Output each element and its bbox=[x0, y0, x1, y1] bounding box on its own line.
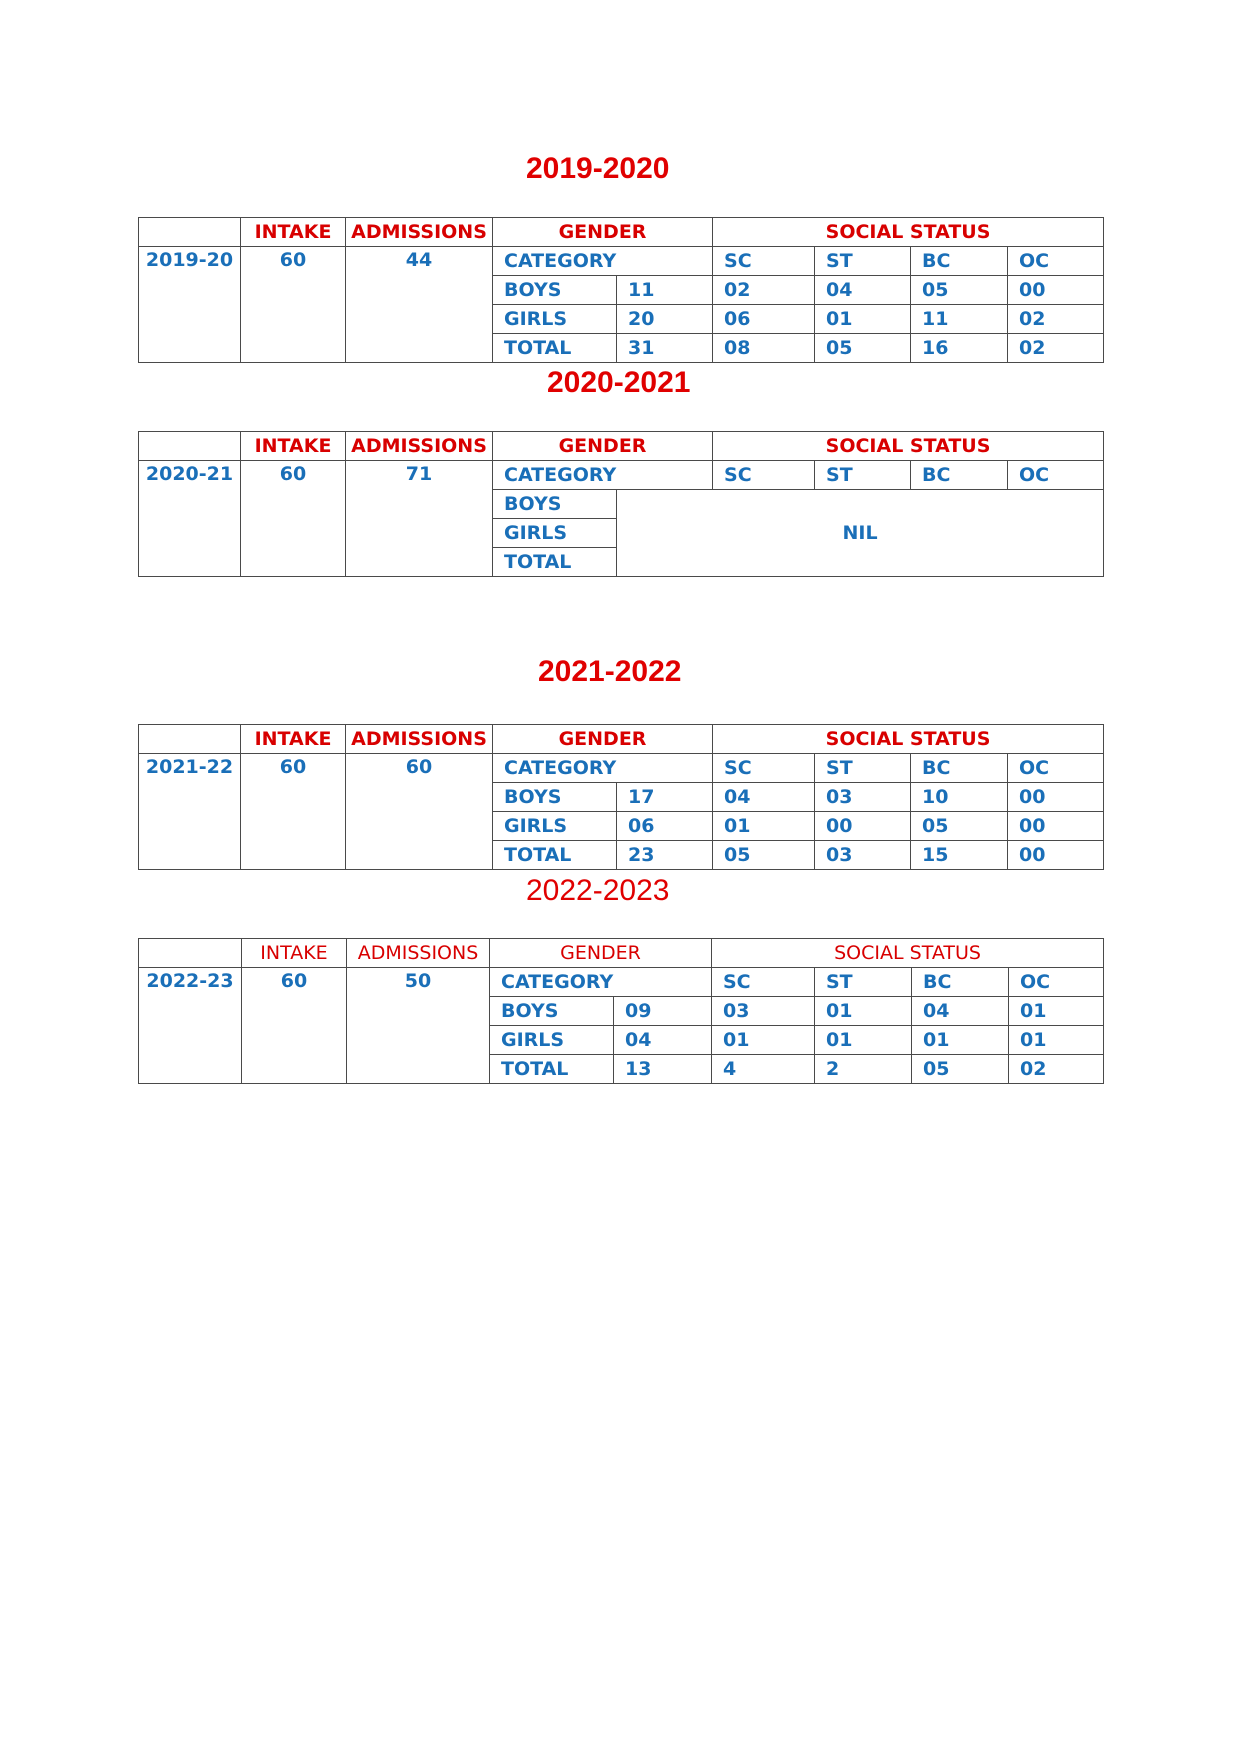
bc-label: BC bbox=[911, 461, 1008, 490]
boys-sc: 02 bbox=[713, 276, 815, 305]
intake-header: INTAKE bbox=[241, 218, 346, 247]
admissions-header: ADMISSIONS bbox=[346, 218, 493, 247]
girls-bc: 11 bbox=[911, 305, 1008, 334]
admissions-header: ADMISSIONS bbox=[346, 432, 493, 461]
girls-sc: 01 bbox=[713, 812, 815, 841]
header-row bbox=[139, 725, 1104, 754]
total-sc: 4 bbox=[712, 1055, 815, 1084]
girls-count: 06 bbox=[617, 812, 713, 841]
category-label: CATEGORY bbox=[490, 968, 712, 997]
total-label: TOTAL bbox=[493, 841, 617, 870]
boys-count: 09 bbox=[614, 997, 712, 1026]
total-oc: 00 bbox=[1008, 841, 1104, 870]
girls-label: GIRLS bbox=[490, 1026, 614, 1055]
boys-label: BOYS bbox=[493, 490, 617, 519]
boys-oc: 00 bbox=[1008, 783, 1104, 812]
intake-value: 60 bbox=[242, 968, 347, 1084]
gender-header: GENDER bbox=[493, 725, 713, 754]
admissions-table-2019-20 bbox=[138, 217, 1104, 363]
oc-label: OC bbox=[1008, 247, 1104, 276]
intake-value: 60 bbox=[241, 247, 346, 363]
girls-label: GIRLS bbox=[493, 305, 617, 334]
boys-bc: 05 bbox=[911, 276, 1008, 305]
total-oc: 02 bbox=[1009, 1055, 1104, 1084]
social-status-header: SOCIAL STATUS bbox=[713, 432, 1104, 461]
girls-sc: 06 bbox=[713, 305, 815, 334]
social-status-header: SOCIAL STATUS bbox=[712, 939, 1104, 968]
bc-label: BC bbox=[911, 247, 1008, 276]
total-count: 23 bbox=[617, 841, 713, 870]
intake-header: INTAKE bbox=[241, 725, 346, 754]
admissions-value: 71 bbox=[346, 461, 493, 577]
admissions-header: ADMISSIONS bbox=[346, 725, 493, 754]
boys-oc: 00 bbox=[1008, 276, 1104, 305]
admissions-value: 60 bbox=[346, 754, 493, 870]
girls-st: 01 bbox=[815, 1026, 912, 1055]
oc-label: OC bbox=[1008, 754, 1104, 783]
admissions-header: ADMISSIONS bbox=[347, 939, 490, 968]
total-oc: 02 bbox=[1008, 334, 1104, 363]
blank-header-cell bbox=[139, 725, 241, 754]
bc-label: BC bbox=[912, 968, 1009, 997]
category-label: CATEGORY bbox=[493, 754, 713, 783]
girls-oc: 01 bbox=[1009, 1026, 1104, 1055]
boys-st: 04 bbox=[815, 276, 911, 305]
admissions-table-2020-21 bbox=[138, 431, 1104, 577]
blank-header-cell bbox=[139, 218, 241, 247]
total-sc: 08 bbox=[713, 334, 815, 363]
header-row bbox=[139, 939, 1104, 968]
total-bc: 15 bbox=[911, 841, 1008, 870]
st-label: ST bbox=[815, 247, 911, 276]
admissions-table-2022-23 bbox=[138, 938, 1104, 1084]
section-title-2020-2021: 2020-2021 bbox=[547, 366, 691, 399]
sc-label: SC bbox=[713, 461, 815, 490]
category-row bbox=[139, 461, 1104, 490]
section-title-2022-2023: 2022-2023 bbox=[526, 874, 670, 907]
boys-sc: 03 bbox=[712, 997, 815, 1026]
girls-bc: 05 bbox=[911, 812, 1008, 841]
girls-st: 00 bbox=[815, 812, 911, 841]
social-status-header: SOCIAL STATUS bbox=[713, 725, 1104, 754]
boys-oc: 01 bbox=[1009, 997, 1104, 1026]
year-cell: 2019-20 bbox=[139, 247, 241, 363]
oc-label: OC bbox=[1008, 461, 1104, 490]
sc-label: SC bbox=[713, 247, 815, 276]
total-count: 31 bbox=[617, 334, 713, 363]
year-cell: 2022-23 bbox=[139, 968, 242, 1084]
blank-header-cell bbox=[139, 939, 242, 968]
st-label: ST bbox=[815, 754, 911, 783]
gender-header: GENDER bbox=[490, 939, 712, 968]
girls-bc: 01 bbox=[912, 1026, 1009, 1055]
girls-oc: 00 bbox=[1008, 812, 1104, 841]
total-sc: 05 bbox=[713, 841, 815, 870]
intake-header: INTAKE bbox=[241, 432, 346, 461]
total-label: TOTAL bbox=[490, 1055, 614, 1084]
sc-label: SC bbox=[712, 968, 815, 997]
section-title-2021-2022: 2021-2022 bbox=[538, 655, 682, 688]
girls-label: GIRLS bbox=[493, 812, 617, 841]
girls-sc: 01 bbox=[712, 1026, 815, 1055]
total-st: 05 bbox=[815, 334, 911, 363]
admissions-value: 44 bbox=[346, 247, 493, 363]
total-bc: 16 bbox=[911, 334, 1008, 363]
boys-count: 17 bbox=[617, 783, 713, 812]
admissions-table-2021-22 bbox=[138, 724, 1104, 870]
category-label: CATEGORY bbox=[493, 247, 713, 276]
boys-label: BOYS bbox=[493, 783, 617, 812]
gender-header: GENDER bbox=[493, 218, 713, 247]
total-st: 03 bbox=[815, 841, 911, 870]
boys-label: BOYS bbox=[490, 997, 614, 1026]
girls-st: 01 bbox=[815, 305, 911, 334]
boys-bc: 10 bbox=[911, 783, 1008, 812]
boys-label: BOYS bbox=[493, 276, 617, 305]
girls-label: GIRLS bbox=[493, 519, 617, 548]
boys-bc: 04 bbox=[912, 997, 1009, 1026]
header-row bbox=[139, 218, 1104, 247]
social-status-header: SOCIAL STATUS bbox=[713, 218, 1104, 247]
girls-count: 04 bbox=[614, 1026, 712, 1055]
section-title-2019-2020: 2019-2020 bbox=[526, 152, 670, 185]
category-row bbox=[139, 968, 1104, 997]
sc-label: SC bbox=[713, 754, 815, 783]
year-cell: 2021-22 bbox=[139, 754, 241, 870]
boys-st: 01 bbox=[815, 997, 912, 1026]
total-st: 2 bbox=[815, 1055, 912, 1084]
girls-oc: 02 bbox=[1008, 305, 1104, 334]
blank-header-cell bbox=[139, 432, 241, 461]
total-bc: 05 bbox=[912, 1055, 1009, 1084]
intake-header: INTAKE bbox=[242, 939, 347, 968]
category-row bbox=[139, 247, 1104, 276]
header-row bbox=[139, 432, 1104, 461]
intake-value: 60 bbox=[241, 461, 346, 577]
boys-count: 11 bbox=[617, 276, 713, 305]
total-label: TOTAL bbox=[493, 334, 617, 363]
admissions-value: 50 bbox=[347, 968, 490, 1084]
girls-count: 20 bbox=[617, 305, 713, 334]
total-label: TOTAL bbox=[493, 548, 617, 577]
year-cell: 2020-21 bbox=[139, 461, 241, 577]
nil-cell: NIL bbox=[617, 490, 1104, 577]
category-row bbox=[139, 754, 1104, 783]
boys-sc: 04 bbox=[713, 783, 815, 812]
oc-label: OC bbox=[1009, 968, 1104, 997]
boys-st: 03 bbox=[815, 783, 911, 812]
st-label: ST bbox=[815, 968, 912, 997]
bc-label: BC bbox=[911, 754, 1008, 783]
intake-value: 60 bbox=[241, 754, 346, 870]
st-label: ST bbox=[815, 461, 911, 490]
gender-header: GENDER bbox=[493, 432, 713, 461]
category-label: CATEGORY bbox=[493, 461, 713, 490]
total-count: 13 bbox=[614, 1055, 712, 1084]
